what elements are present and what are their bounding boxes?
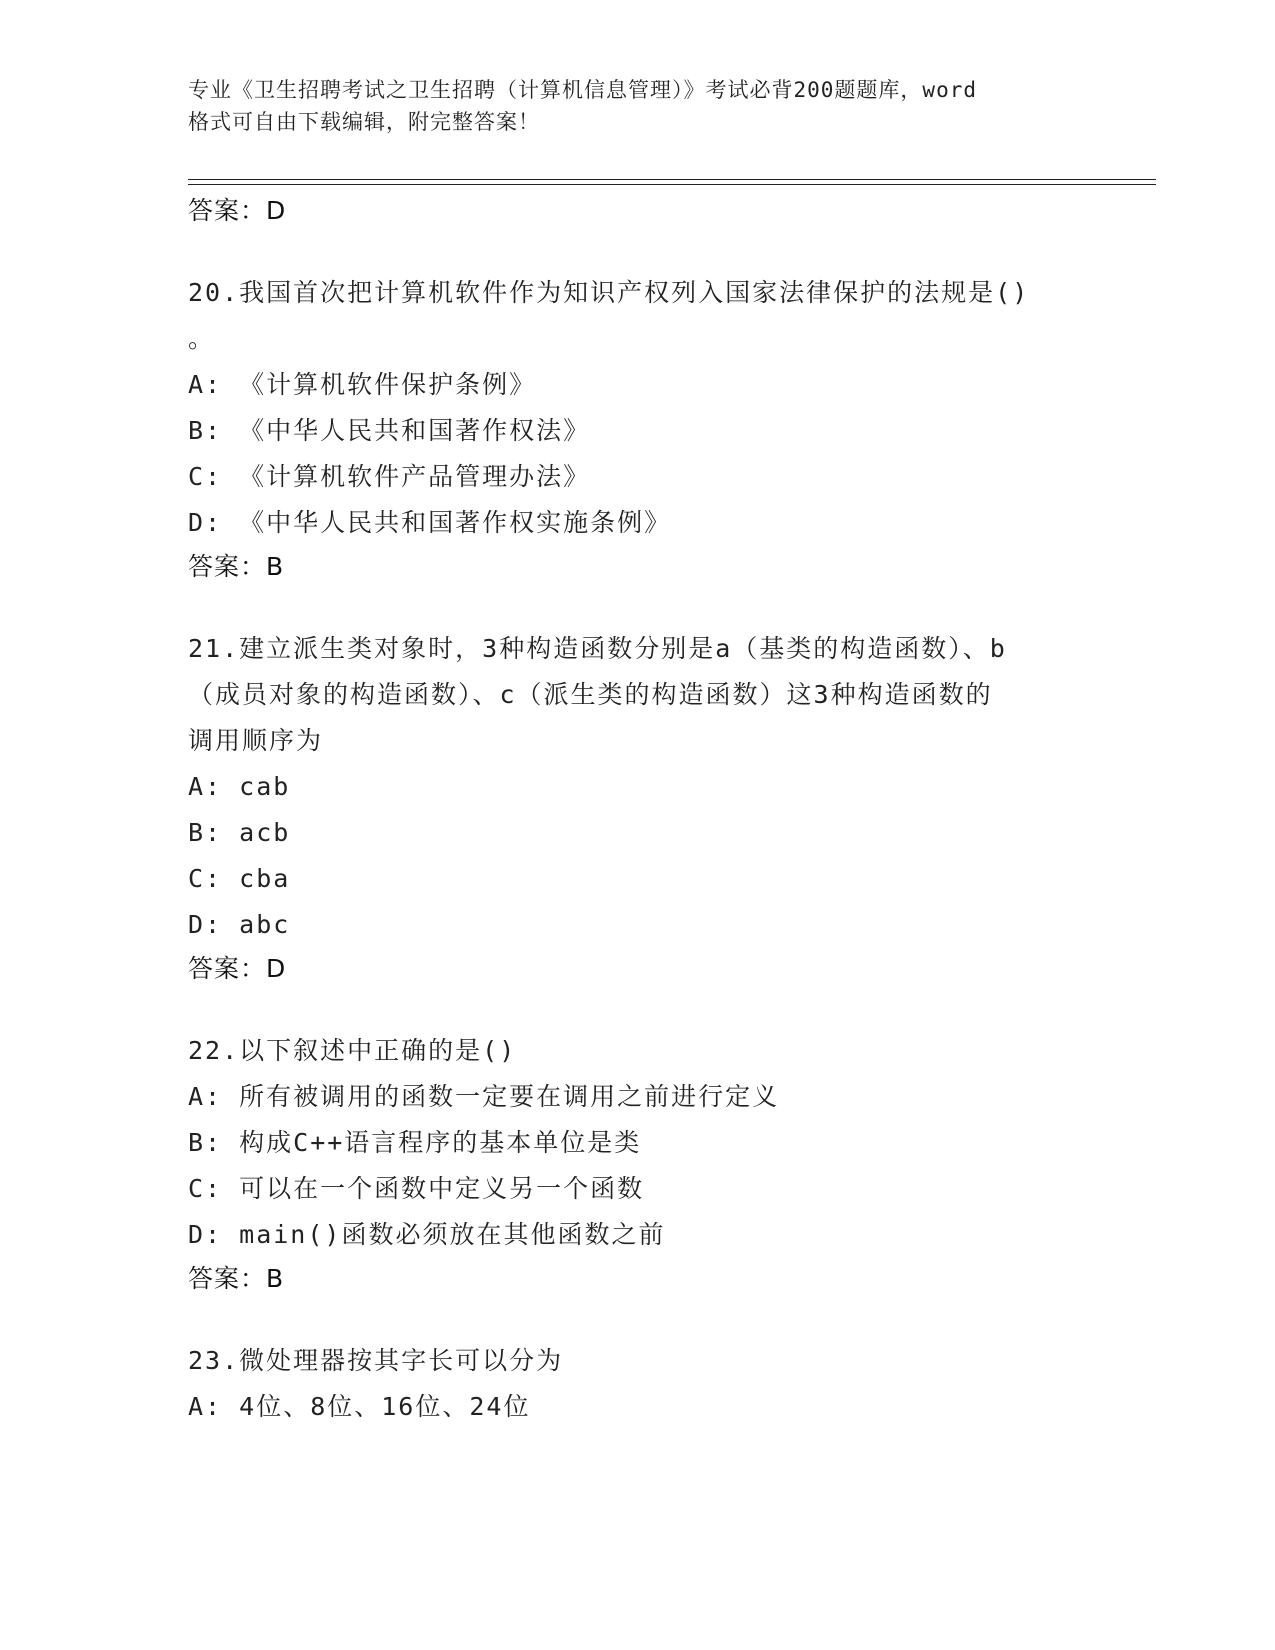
question-stem-continued: （成员对象的构造函数）、c（派生类的构造函数）这3种构造函数的 bbox=[188, 680, 993, 709]
option-b: B: 构成C++语言程序的基本单位是类 bbox=[188, 1128, 642, 1157]
option-c: C: cba bbox=[188, 864, 291, 893]
question-stem-continued: 调用顺序为 bbox=[188, 726, 324, 755]
question-21 bbox=[188, 626, 1088, 990]
question-stem-continued: 。 bbox=[188, 324, 216, 353]
option-d: D: 《中华人民共和国著作权实施条例》 bbox=[188, 508, 672, 537]
answer-label: 答案：D bbox=[188, 954, 287, 983]
option-c: C: 《计算机软件产品管理办法》 bbox=[188, 462, 591, 491]
answer-label: 答案：B bbox=[188, 552, 285, 581]
question-stem: 20.我国首次把计算机软件作为知识产权列入国家法律保护的法规是() bbox=[188, 278, 1030, 307]
header-divider-top bbox=[188, 179, 1156, 180]
header-line-2: 格式可自由下载编辑，附完整答案！ bbox=[188, 110, 540, 134]
previous-answer: 答案：D bbox=[188, 196, 287, 225]
option-b: B: 《中华人民共和国著作权法》 bbox=[188, 416, 591, 445]
option-c: C: 可以在一个函数中定义另一个函数 bbox=[188, 1174, 645, 1203]
option-d: D: abc bbox=[188, 910, 291, 939]
document-header bbox=[188, 74, 1088, 138]
option-a: A: 《计算机软件保护条例》 bbox=[188, 370, 537, 399]
header-line-1: 专业《卫生招聘考试之卫生招聘（计算机信息管理）》考试必背200题题库，word bbox=[188, 78, 977, 102]
question-stem: 22.以下叙述中正确的是() bbox=[188, 1036, 517, 1065]
question-stem: 21.建立派生类对象时，3种构造函数分别是a（基类的构造函数）、b bbox=[188, 634, 1007, 663]
option-a: A: 4位、8位、16位、24位 bbox=[188, 1392, 531, 1421]
question-stem: 23.微处理器按其字长可以分为 bbox=[188, 1346, 564, 1375]
question-list bbox=[188, 190, 1088, 1430]
header-divider-bottom bbox=[188, 184, 1156, 185]
option-d: D: main()函数必须放在其他函数之前 bbox=[188, 1220, 666, 1249]
answer-label: 答案：B bbox=[188, 1264, 285, 1293]
option-a: A: cab bbox=[188, 772, 291, 801]
question-20 bbox=[188, 270, 1088, 588]
option-a: A: 所有被调用的函数一定要在调用之前进行定义 bbox=[188, 1082, 780, 1111]
question-22 bbox=[188, 1028, 1088, 1300]
question-23 bbox=[188, 1338, 1088, 1430]
option-b: B: acb bbox=[188, 818, 291, 847]
